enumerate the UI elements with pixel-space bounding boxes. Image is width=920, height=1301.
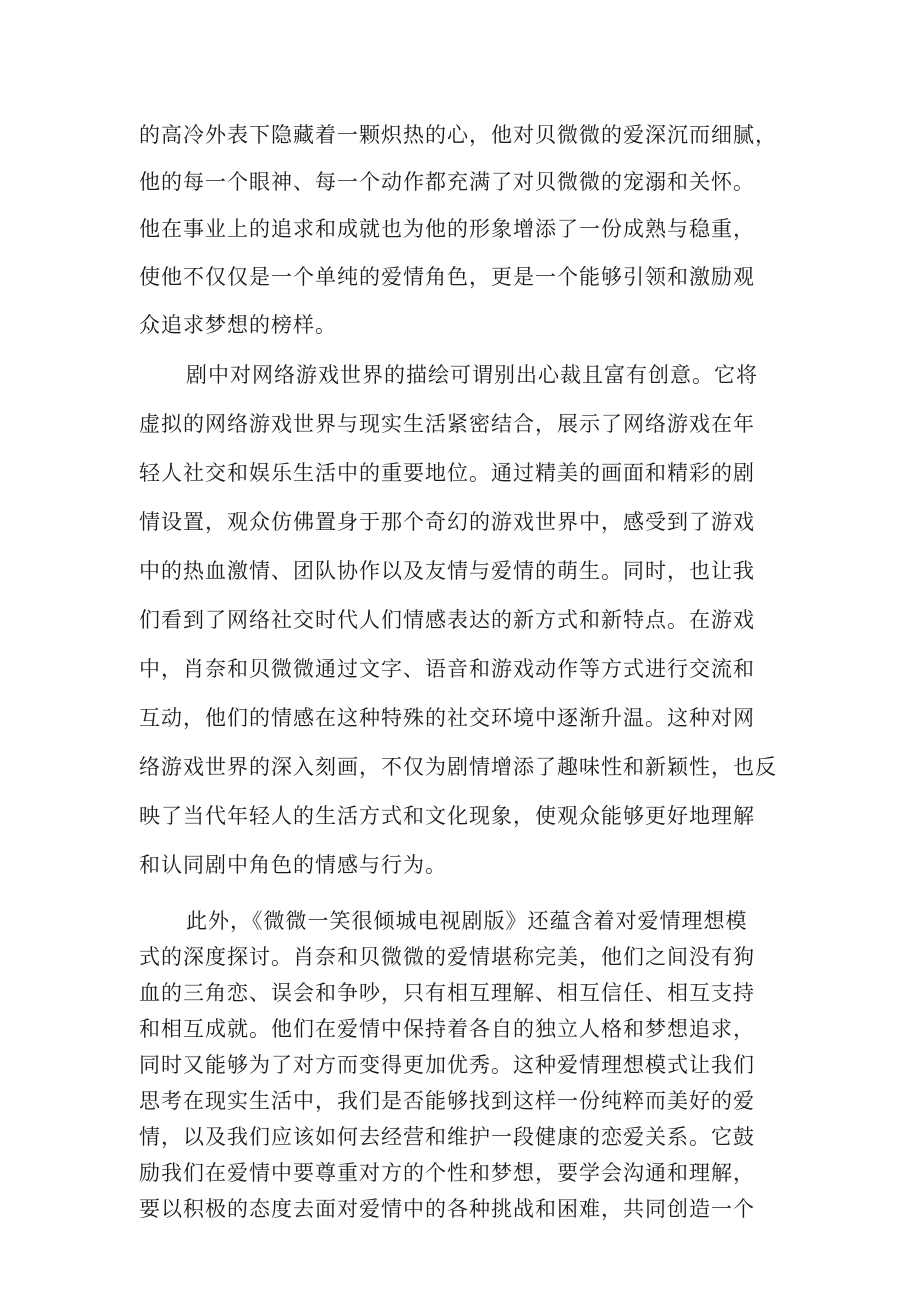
paragraph-2-line-4: 情设置，观众仿佛置身于那个奇幻的游戏世界中，感受到了游戏 — [139, 510, 755, 534]
paragraph-2-line-1: 剧中对网络游戏世界的描绘可谓别出心裁且富有创意。它将 — [186, 363, 758, 387]
paragraph-3-line-6: 思考在现实生活中，我们是否能够找到这样一份纯粹而美好的爱 — [139, 1089, 755, 1113]
paragraph-3-line-1: 此外，《微微一笑很倾城电视剧版》还蕴含着对爱情理想模 — [186, 909, 748, 933]
paragraph-2-line-8: 互动，他们的情感在这种特殊的社交环境中逐渐升温。这种对网 — [139, 706, 755, 730]
paragraph-1-line-2: 他的每一个眼神、每一个动作都充满了对贝微微的宠溺和关怀。 — [139, 170, 755, 194]
paragraph-1-line-4: 使他不仅仅是一个单纯的爱情角色，更是一个能够引领和激励观 — [139, 265, 755, 289]
paragraph-3-line-3: 血的三角恋、误会和争吵，只有相互理解、相互信任、相互支持 — [139, 981, 755, 1005]
paragraph-3-line-7: 情，以及我们应该如何去经营和维护一段健康的恋爱关系。它鼓 — [139, 1125, 755, 1149]
paragraph-3-line-8: 励我们在爱情中要尊重对方的个性和梦想，要学会沟通和理解， — [139, 1161, 755, 1185]
paragraph-2-line-6: 们看到了网络社交时代人们情感表达的新方式和新特点。在游戏 — [139, 608, 755, 632]
paragraph-2-line-3: 轻人社交和娱乐生活中的重要地位。通过精美的画面和精彩的剧 — [139, 461, 755, 485]
paragraph-3-line-9: 要以积极的态度去面对爱情中的各种挑战和困难，共同创造一个 — [139, 1197, 755, 1221]
paragraph-1-line-5: 众追求梦想的榜样。 — [139, 313, 337, 337]
paragraph-3-line-2: 式的深度探讨。肖奈和贝微微的爱情堪称完美，他们之间没有狗 — [139, 945, 755, 969]
paragraph-3-line-4: 和相互成就。他们在爱情中保持着各自的独立人格和梦想追求， — [139, 1017, 755, 1041]
paragraph-2-line-9: 络游戏世界的深入刻画，不仅为剧情增添了趣味性和新颖性，也反 — [139, 755, 777, 779]
paragraph-1-line-3: 他在事业上的追求和成就也为他的形象增添了一份成熟与稳重， — [139, 217, 755, 241]
paragraph-2-line-10: 映了当代年轻人的生活方式和文化现象，使观众能够更好地理解 — [139, 804, 755, 828]
paragraph-3-line-5: 同时又能够为了对方而变得更加优秀。这种爱情理想模式让我们 — [139, 1053, 755, 1077]
paragraph-2-line-7: 中，肖奈和贝微微通过文字、语音和游戏动作等方式进行交流和 — [139, 657, 755, 681]
paragraph-2-line-5: 中的热血激情、团队协作以及友情与爱情的萌生。同时，也让我 — [139, 559, 755, 583]
paragraph-2-line-11: 和认同剧中角色的情感与行为。 — [139, 853, 447, 877]
paragraph-1-line-1: 的高冷外表下隐藏着一颗炽热的心，他对贝微微的爱深沉而细腻， — [139, 123, 777, 147]
paragraph-2-line-2: 虚拟的网络游戏世界与现实生活紧密结合，展示了网络游戏在年 — [139, 412, 755, 436]
